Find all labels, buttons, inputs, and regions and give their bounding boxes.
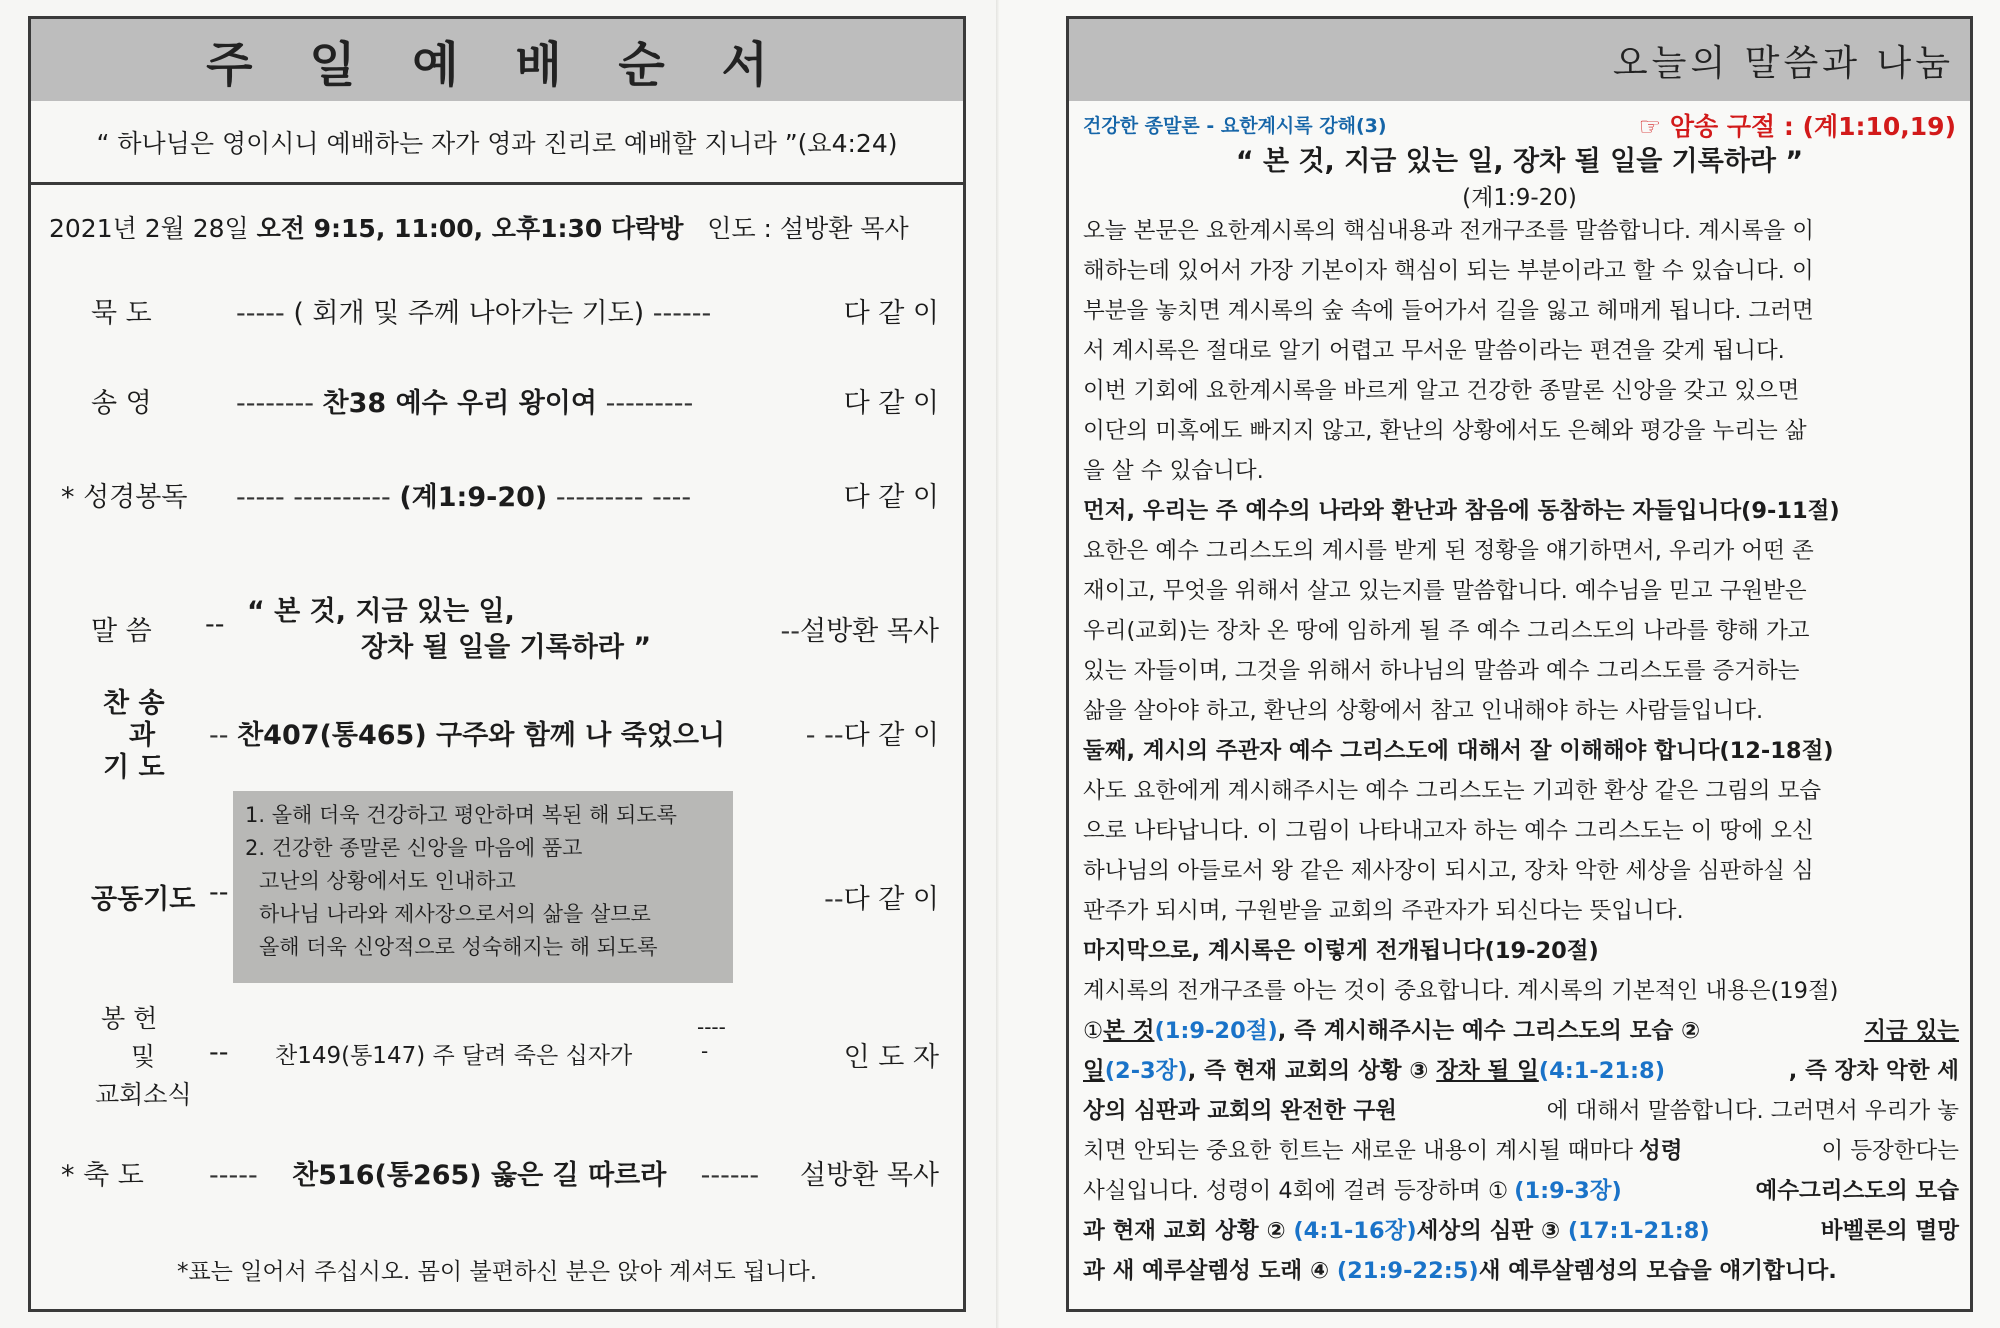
text-span: 과 현재 교회 상황 ② [1083,1218,1294,1244]
text-span: 예수그리스도의 모습 [1755,1178,1959,1204]
text-span: 일 [1083,1058,1105,1084]
memory-verse: ☞ 암송 구절 : (계1:10,19) [1638,112,1956,141]
text-span: 치면 안되는 중요한 힌트는 새로운 내용이 계시될 때마다 [1083,1138,1633,1164]
dash: ---- [697,1015,726,1039]
order-label: 공동기도 [91,884,196,915]
sermon-body [1083,211,1959,1291]
order-label-line2: 과 [129,720,156,751]
text-line [1083,1131,1959,1171]
order-leader: 설방환 목사 [800,1160,939,1191]
order-leader-group [806,713,939,752]
dash: -- [824,884,844,915]
common-prayer-box [233,791,733,983]
text-span: , 즉 장차 악한 세 [1788,1058,1959,1084]
order-label-line3: 기 도 [103,752,165,783]
dash: -- [209,720,229,751]
prayer-line: 2. 건강한 종말론 신앙을 마음에 품고 [245,836,583,860]
text-span: 새 예루살렘성의 모습을 얘기합니다. [1478,1258,1837,1284]
theme-verse: “ 하나님은 영이시니 예배하는 자가 영과 진리로 예배할 지니라 ”(요4:24) [31,101,963,185]
dash: -------- [236,388,314,419]
service-leader: 인도 : 설방환 목사 [707,214,909,243]
order-content: 찬149(통147) 주 달려 죽은 십자가 [275,1043,633,1069]
sermon-title-line2: 장차 될 일을 기록하라 ” [361,632,652,663]
text-span: (4:1-21:8) [1538,1058,1665,1084]
worship-order-header [31,19,963,101]
text-line: 하나님의 아들로서 왕 같은 제사장이 되시고, 장차 악한 세상을 심판하실 심 [1083,858,1814,884]
order-leader: 다 같 이 [843,720,939,751]
text-line [1083,1211,1959,1251]
order-label-line3: 교회소식 [95,1080,192,1109]
sermon-notes-box [1066,16,1973,1312]
text-span: ① [1083,1018,1104,1044]
dash: ----- [209,1160,258,1191]
worship-order-box [28,16,966,1312]
text-line: 계시록의 전개구조를 아는 것이 중요합니다. 계시록의 기본적인 내용은(19절) [1083,978,1839,1004]
order-leader: 다 같 이 [843,482,939,513]
dash: -- [780,616,800,647]
dash: --------- ---- [555,482,692,513]
order-leader-group [824,877,939,916]
order-content-group [236,381,693,420]
order-leader: 인 도 자 [843,1042,939,1073]
order-content: 찬516(통265) 옳은 길 따르라 [292,1160,667,1191]
dash: ------ [652,298,712,329]
text-line: 이단의 미혹에도 빠지지 않고, 환난의 상황에서도 은혜와 평강을 누리는 삶 [1083,418,1807,444]
dash: ----- ---------- [236,482,391,513]
order-label: * 축 도 [61,1160,144,1191]
text-line: 사도 요한에게 계시해주시는 예수 그리스도는 기괴한 환상 같은 그림의 모습 [1083,778,1822,804]
text-line: 삶을 살아야 하고, 환난의 상황에서 참고 인내해야 하는 사람들입니다. [1083,698,1764,724]
text-line [1083,1011,1959,1051]
standing-note: *표는 일어서 주십시오. 몸이 불편하신 분은 앉아 계셔도 됩니다. [176,1259,818,1285]
order-content-group [236,475,691,514]
order-label: * 성경봉독 [61,482,188,513]
sermon-reference: (계1:9-20) [1462,185,1577,211]
text-span: , 즉 계시해주시는 예수 그리스도의 모습 ② [1277,1018,1708,1044]
worship-order-title: 주 일 예 배 순 서 [206,36,788,93]
order-leader: 다 같 이 [843,388,939,419]
text-span: , 즉 현재 교회의 상황 ③ [1187,1058,1437,1084]
text-span: 지금 있는 [1864,1018,1959,1044]
order-content: 찬407(통465) 구주와 함께 나 죽었으니 [237,720,726,751]
service-date: 2021년 2월 28일 [49,214,257,243]
order-content: ( 회개 및 주께 나아가는 기도) [293,298,645,329]
prayer-line: 1. 올해 더욱 건강하고 평안하며 복된 해 되도록 [245,803,677,827]
order-label-line2: 및 [131,1042,156,1071]
text-line: 있는 자들이며, 그것을 위해서 하나님의 말씀과 예수 그리스도를 증거하는 [1083,658,1800,684]
text-span: (4:1-16장) [1293,1218,1417,1244]
section-heading-2: 둘째, 계시의 주관자 예수 그리스도에 대해서 잘 이해해야 합니다(12-18절) [1083,738,1834,764]
order-label: 말 씀 [91,616,152,647]
text-line [1083,1171,1959,1211]
text-span: 장차 될 일 [1436,1058,1539,1084]
text-line: 을 살 수 있습니다. [1083,458,1264,484]
text-span: (1:9-3장) [1514,1178,1622,1204]
text-span: 바벨론의 멸망 [1820,1218,1959,1244]
text-line: 부분을 놓치면 계시록의 숲 속에 들어가서 길을 잃고 헤매게 됩니다. 그러면 [1083,298,1814,324]
series-title: 건강한 종말론 - 요한계시록 강해(3) [1083,115,1387,137]
section-heading-1: 먼저, 우리는 주 예수의 나라와 환난과 참음에 동참하는 자들입니다(9-11절) [1083,498,1840,524]
text-span: (2-3장) [1104,1058,1188,1084]
prayer-line: 올해 더욱 신앙적으로 성숙해지는 해 되도록 [259,935,658,959]
dash: - [701,1039,709,1063]
text-line: 으로 나타납니다. 이 그림이 나타내고자 하는 예수 그리스도는 이 땅에 오신 [1083,818,1814,844]
order-label-line1: 봉 헌 [101,1004,158,1033]
text-span: 세상의 심판 ③ [1416,1218,1568,1244]
dash: --------- [605,388,694,419]
service-info [49,209,909,245]
text-span: (21:9-22:5) [1336,1258,1479,1284]
prayer-line: 고난의 상황에서도 인내하고 [259,869,516,893]
sermon-title: “ 본 것, 지금 있는 일, 장차 될 일을 기록하라 ” [1235,146,1804,177]
text-line: 오늘 본문은 요한계시록의 핵심내용과 전개구조를 말씀합니다. 계시록을 이 [1083,218,1815,244]
dash: -- [209,1037,229,1068]
order-content: (계1:9-20) [399,482,548,513]
text-span: (17:1-21:8) [1567,1218,1710,1244]
order-content-group [209,1153,759,1192]
order-content-group [236,291,711,330]
sermon-title-line1: “ 본 것, 지금 있는 일, [247,596,515,627]
text-span: 과 새 예루살렘성 도래 ④ [1083,1258,1337,1284]
order-content: 찬38 예수 우리 왕이여 [322,388,597,419]
text-line: 서 계시록은 절대로 알기 어렵고 무서운 말씀이라는 편견을 갖게 됩니다. [1083,338,1785,364]
order-leader: 설방환 목사 [800,616,939,647]
text-line: 재이고, 무엇을 위해서 살고 있는지를 말씀합니다. 예수님을 믿고 구원받은 [1083,578,1807,604]
text-span: 이 등장한다는 [1821,1138,1959,1164]
dash: -- [205,609,225,640]
sermon-notes-title: 오늘의 말씀과 나눔 [1612,42,1954,84]
text-span: 상의 심판과 교회의 완전한 구원 [1083,1098,1397,1124]
text-line: 해하는데 있어서 가장 기본이자 핵심이 되는 부분이라고 할 수 있습니다. 이 [1083,258,1814,284]
text-line: 판주가 되시며, 구원받을 교회의 주관자가 되신다는 뜻입니다. [1083,898,1684,924]
text-span: (1:9-20절) [1154,1018,1278,1044]
text-line: 요한은 예수 그리스도의 계시를 받게 된 정황을 얘기하면서, 우리가 어떤 존 [1083,538,1814,564]
order-label: 송 영 [91,388,152,419]
order-label-line1: 찬 송 [103,688,165,719]
text-line [1083,1251,1959,1291]
dash: ----- [236,298,285,329]
text-line [1083,1091,1959,1131]
dash: ------ [700,1160,760,1191]
text-span: 사실입니다. 성령이 4회에 걸려 등장하며 ① [1083,1178,1509,1204]
order-leader: 다 같 이 [843,884,939,915]
order-leader-group [781,609,940,648]
service-times: 오전 9:15, 11:00, 오후1:30 다락방 [256,214,684,243]
sermon-notes-header [1069,19,1970,101]
text-span: 에 대해서 말씀합니다. 그러면서 우리가 놓 [1546,1098,1959,1124]
text-line: 이번 기회에 요한계시록을 바르게 알고 건강한 종말론 신앙을 갖고 있으면 [1083,378,1800,404]
section-heading-3: 마지막으로, 계시록은 이렇게 전개됩니다(19-20절) [1083,938,1599,964]
order-content-group [209,713,725,752]
order-label: 묵 도 [91,298,152,329]
text-line: 우리(교회)는 장차 온 땅에 임하게 될 주 예수 그리스도의 나라를 향해 가고 [1083,618,1810,644]
text-span: 성령 [1638,1138,1683,1164]
text-span: 본 것 [1103,1018,1155,1044]
dash: - -- [805,720,844,751]
text-line [1083,1051,1959,1091]
order-leader: 다 같 이 [843,298,939,329]
dash: -- [209,877,229,908]
prayer-line: 하나님 나라와 제사장으로서의 삶을 살므로 [259,902,651,926]
